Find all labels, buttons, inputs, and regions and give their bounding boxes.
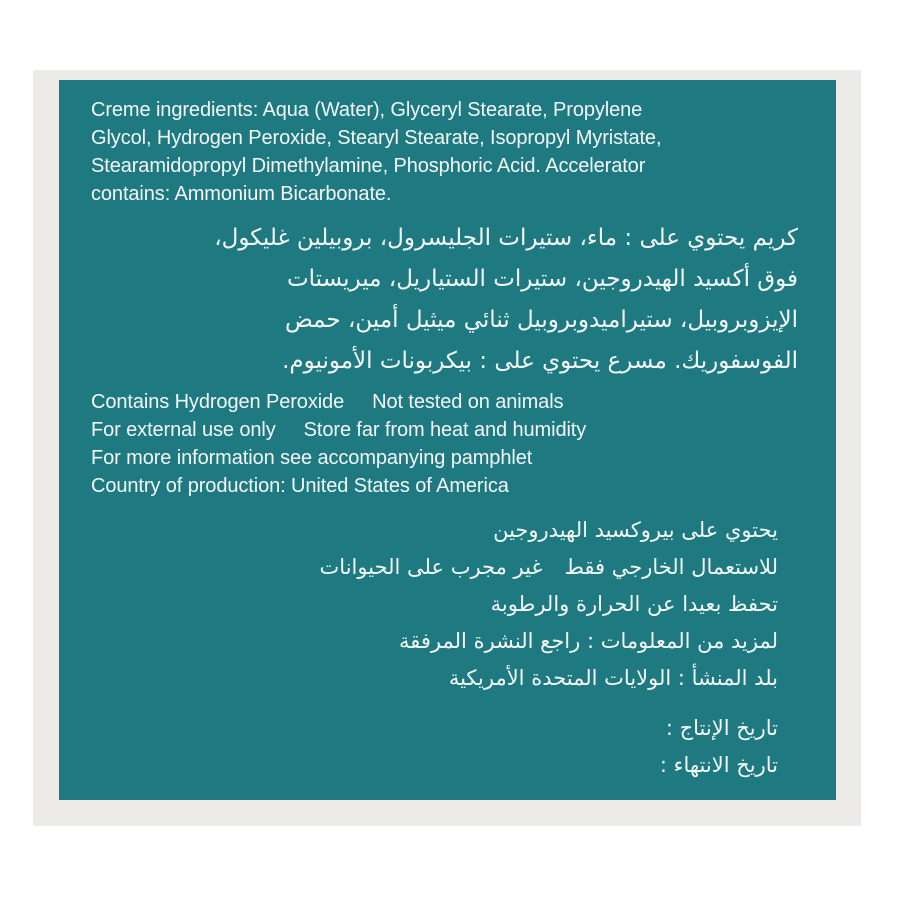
warnings-english xyxy=(91,388,586,500)
ingredients-en-line: Stearamidopropyl Dimethylamine, Phosphoric Acid. Accelerator xyxy=(91,155,646,177)
ingredients-en-line: Glycol, Hydrogen Peroxide, Stearyl Stearate, Isopropyl Myristate, xyxy=(91,127,662,149)
dates-arabic xyxy=(378,710,778,784)
not-tested-text: Not tested on animals xyxy=(372,391,564,413)
expiry-date-label: تاريخ الانتهاء : xyxy=(659,753,778,777)
label-panel xyxy=(59,80,836,800)
warning-ar-line-3: تحفظ بعيدا عن الحرارة والرطوبة xyxy=(490,592,778,616)
external-use-ar-text: للاستعمال الخارجي فقط xyxy=(564,555,778,579)
warning-ar-line-5: بلد المنشأ : الولايات المتحدة الأمريكية xyxy=(448,666,778,690)
ingredients-en-line: contains: Ammonium Bicarbonate. xyxy=(91,183,392,205)
warning-en-line-2 xyxy=(91,416,586,444)
storage-text: Store far from heat and humidity xyxy=(303,419,587,441)
production-date-label: تاريخ الإنتاج : xyxy=(665,716,778,740)
ingredients-ar-line: الفوسفوريك. مسرع يحتوي على : بيكربونات الأمونيوم. xyxy=(282,348,798,374)
ingredients-ar-line: فوق أكسيد الهيدروجين، ستيرات الستياريل، ميريستات xyxy=(287,266,798,292)
warnings-arabic xyxy=(178,512,778,697)
country-text: Country of production: United States of America xyxy=(91,475,509,497)
contains-peroxide-text: Contains Hydrogen Peroxide xyxy=(91,391,345,413)
external-use-text: For external use only xyxy=(91,419,276,441)
warning-ar-line-4: لمزيد من المعلومات : راجع النشرة المرفقة xyxy=(399,629,778,653)
ingredients-arabic xyxy=(88,218,798,382)
not-tested-ar-text: غير مجرب على الحيوانات xyxy=(319,555,543,579)
warning-ar-line-2 xyxy=(178,549,778,586)
ingredients-english xyxy=(91,96,791,208)
ingredients-ar-line: الإيزوبروبيل، ستيراميدوبروبيل ثنائي ميثيل أمين، حمض xyxy=(284,307,798,333)
warning-en-line-1 xyxy=(91,388,586,416)
ingredients-ar-line: كريم يحتوي على : ماء، ستيرات الجليسرول، بروبيلين غليكول، xyxy=(214,225,798,251)
warning-ar-line-1: يحتوي على بيروكسيد الهيدروجين xyxy=(493,518,778,542)
ingredients-en-line: Creme ingredients: Aqua (Water), Glyceryl Stearate, Propylene xyxy=(91,99,643,121)
more-info-text: For more information see accompanying pamphlet xyxy=(91,447,533,469)
